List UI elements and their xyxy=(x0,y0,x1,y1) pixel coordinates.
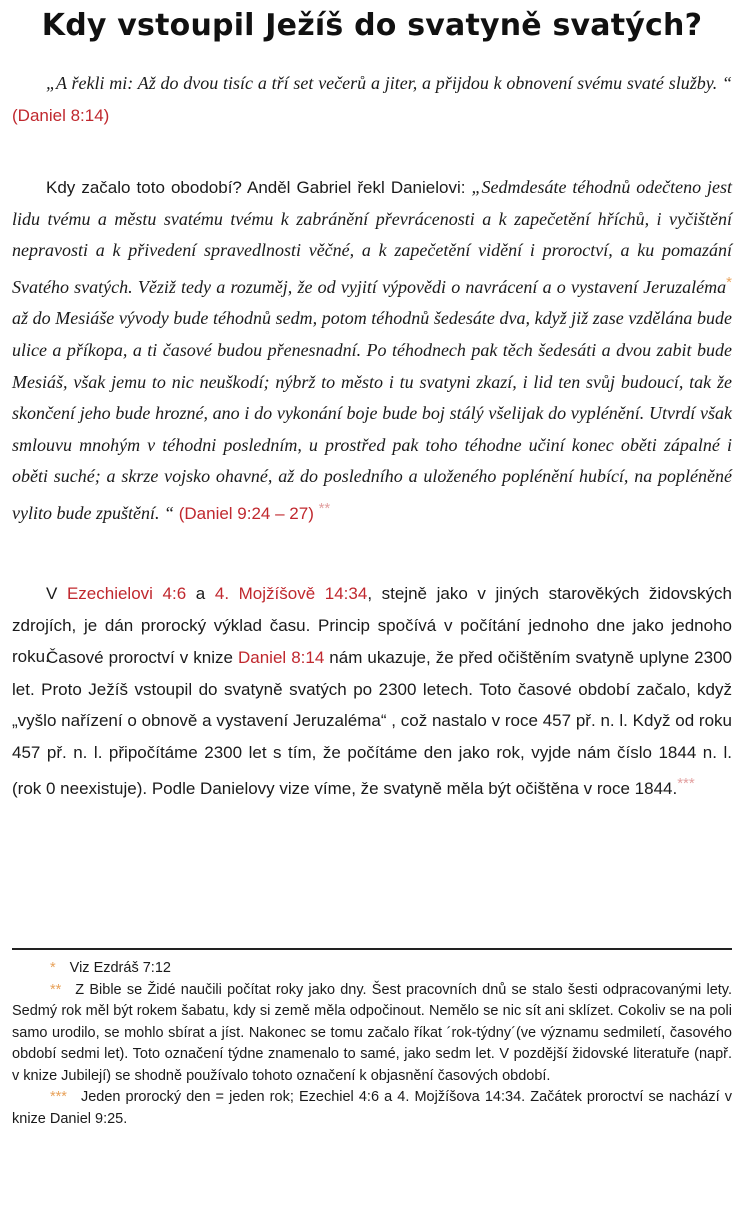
footnote-text: Viz Ezdráš 7:12 xyxy=(69,960,171,976)
footnote-text: Jeden prorocký den = jeden rok; Ezechiel 4:6 a 4. Mojžíšova 14:34. Začátek proroctví se nachází v knize Daniel 9:25. xyxy=(12,1089,732,1127)
scripture-reference: (Daniel 9:24 – 27) xyxy=(178,503,314,523)
footnote-mark: *** xyxy=(50,1089,67,1105)
text-run: nám ukazuje, že před očištěním svatyně uplyne 2300 let. Proto Ježíš vstoupil do svatyně svatých po 2300 letech. Toto časové období začalo, když „vyšlo nařízení o obnově a vystavení Jeruzaléma“ , což nastalo v roce 457 př. n. l. Když od roku 457 př. n. l. připočítáme 2300 let s tím, že počítáme den jako rok, vyjde nám číslo 1844 n. l. (rok 0 neexistuje). Podle Danielovy vize víme, že svatyně měla být očištěna v roce 1844. xyxy=(12,648,732,799)
scripture-reference: 4. Mojžíšově 14:34 xyxy=(214,584,368,603)
quote-daniel-9-part-a: „Sedmdesáte téhodnů odečteno jest lidu tvému a městu svatému tvému k zabránění převrácenosti a k zapečetění hříchů, i vyčištění nepravosti a k přivedení spravedlnosti věčné, a k zapečetění vidění i proroctví, a ku pomazání Svatého svatých. Věziž tedy a rozuměj, že od vyjití výpovědi o navrácení a o vystavení Jeruzaléma xyxy=(12,177,732,297)
footnote-divider xyxy=(12,948,732,950)
footnote-marker-2: ** xyxy=(318,499,331,517)
scripture-reference: Daniel 8:14 xyxy=(238,648,325,667)
footnote-text: Z Bible se Židé naučili počítat roky jako dny. Šest pracovních dnů se stalo šesti odpracovanými lety. Sedmý rok měl být rokem šabatu, kdy si země měla odpočinout. Nemělo se nic sít ani sklízet. Cokoliv se na poli samo urodilo, se mohlo sbírat a jíst. Nakonec se tomu začalo říkat ´rok-týdny´(ve významu sedmiletí, časového období sedmi let). Toto označení týdne znamenalo to samé, jako sedm let. V pozdější židovské literatuře (např. v knize Jubilejí) se shodně používalo tohoto označení k objasnění časových období. xyxy=(12,981,732,1084)
text-run: , stejně jako v jiných starověkých židovských zdrojích, je dán prorocký výklad času. Princip spočívá v počítání jednoho dne jako jednoho roku. xyxy=(12,584,733,667)
quote-text: „A řekli mi: Až do dvou tisíc a tří set večerů a jiter, a přijdou k obnovení svému svaté služby. “ xyxy=(46,73,732,93)
scripture-reference: (Daniel 8:14) xyxy=(12,105,110,125)
paragraph-2300-years xyxy=(12,642,732,805)
footnote-mark: * xyxy=(50,960,56,976)
text-run: a xyxy=(186,584,215,603)
footnote-marker-3: *** xyxy=(677,775,695,793)
footnote-1 xyxy=(12,958,732,980)
footnote-marker-1: * xyxy=(726,273,732,291)
footnote-3 xyxy=(12,1087,732,1130)
paragraph-intro: Kdy začalo toto obodobí? Anděl Gabriel řekl Danielovi: xyxy=(46,178,472,197)
quote-daniel-9-part-b: až do Mesiáše vývody bude téhodnů sedm, potom téhodnů šedesáte dva, když již zase vzdělána bude ulice a příkopa, a ti časové budou přenesnadní. Po téhodnech pak těch šedesáti a dvou zabit bude Mesiáš, však jemu to nic neuškodí; nýbrž to město i tu svatyni zkazí, i lid ten svůj budoucí, tak že skončení jeho bude hrozné, ano i do vykonání boje bude boj stálý všelijak do vyplénění. Utvrdí však smlouvu mnohým v téhodni posledním, u prostřed pak toho téhodne učiní konec oběti zápalné i oběti suché; a skrze vojsko ohavné, až do posledního a uloženého poplénění hubící, na popléněné vylito bude zpuštění. “ xyxy=(12,308,732,523)
text-run: V xyxy=(46,584,67,603)
text-run: Časové proroctví v knize xyxy=(46,648,238,667)
page-title: Kdy vstoupil Ježíš do svatyně svatých? xyxy=(41,8,703,43)
footnote-2 xyxy=(12,980,732,1088)
quote-daniel-8-14 xyxy=(12,68,732,131)
footnote-mark: ** xyxy=(50,981,62,998)
paragraph-gabriel xyxy=(12,172,732,530)
footnotes xyxy=(12,958,732,1130)
scripture-reference: Ezechielovi 4:6 xyxy=(66,584,187,603)
